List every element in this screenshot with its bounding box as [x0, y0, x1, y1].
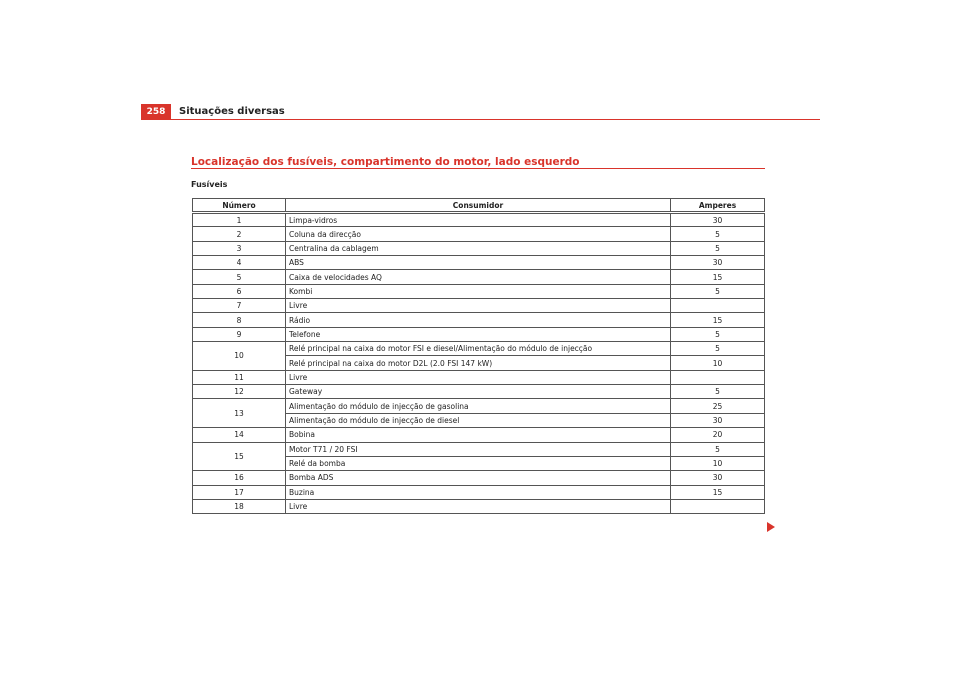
page-header: [141, 104, 820, 120]
fuse-amperes: 5: [671, 241, 765, 255]
fuse-consumer: Kombi: [286, 284, 671, 298]
fuse-amperes: 5: [671, 342, 765, 356]
fuse-number: 14: [193, 428, 286, 442]
fuse-amperes: 5: [671, 442, 765, 456]
table-row: [193, 485, 765, 499]
fuse-consumer: Alimentação do módulo de injecção de diesel: [286, 413, 671, 427]
table-row: [193, 471, 765, 485]
fuse-amperes: 10: [671, 356, 765, 370]
table-row: [193, 284, 765, 298]
fuse-number: 7: [193, 299, 286, 313]
fuse-number: 5: [193, 270, 286, 284]
fuse-number: 3: [193, 241, 286, 255]
triangle-right-icon[interactable]: [767, 522, 775, 532]
fuse-number: 2: [193, 227, 286, 241]
fuse-amperes: 30: [671, 471, 765, 485]
fuse-consumer: Buzina: [286, 485, 671, 499]
fuse-consumer: Bobina: [286, 428, 671, 442]
fuse-number: 1: [193, 213, 286, 227]
fuse-number: 15: [193, 442, 286, 471]
table-row: [193, 227, 765, 241]
fuse-number: 16: [193, 471, 286, 485]
fuse-amperes: 30: [671, 413, 765, 427]
fuse-consumer: Relé principal na caixa do motor FSI e diesel/Alimentação do módulo de injecção: [286, 342, 671, 356]
fuse-consumer: Livre: [286, 370, 671, 384]
fuse-amperes: 5: [671, 227, 765, 241]
fuse-amperes: 15: [671, 270, 765, 284]
table-row: [193, 213, 765, 227]
fuse-number: 12: [193, 385, 286, 399]
fuse-number: 4: [193, 256, 286, 270]
fuse-amperes: [671, 299, 765, 313]
table-row: [193, 327, 765, 341]
fuse-number: 8: [193, 313, 286, 327]
fuse-consumer: Motor T71 / 20 FSI: [286, 442, 671, 456]
column-header-consumidor: Consumidor: [286, 199, 671, 213]
fuse-consumer: Rádio: [286, 313, 671, 327]
fuse-consumer: Gateway: [286, 385, 671, 399]
fuse-amperes: 5: [671, 327, 765, 341]
section-title: Localização dos fusíveis, compartimento do motor, lado esquerdo: [191, 156, 580, 168]
fuse-consumer: Relé da bomba: [286, 456, 671, 470]
section-divider: [191, 168, 765, 169]
table-row: [193, 499, 765, 513]
table-row: [193, 241, 765, 255]
table-row: [193, 399, 765, 413]
fuse-consumer: Livre: [286, 299, 671, 313]
fuse-amperes: 30: [671, 213, 765, 227]
fuse-table: [192, 198, 765, 514]
fuse-consumer: Coluna da direcção: [286, 227, 671, 241]
fuse-consumer: ABS: [286, 256, 671, 270]
page-number: 258: [141, 104, 171, 120]
table-row: [193, 299, 765, 313]
fuse-number: 6: [193, 284, 286, 298]
fuse-number: 18: [193, 499, 286, 513]
table-row: [193, 313, 765, 327]
fuse-amperes: 5: [671, 385, 765, 399]
table-row: [193, 385, 765, 399]
fuse-amperes: 15: [671, 485, 765, 499]
fuse-consumer: Limpa-vidros: [286, 213, 671, 227]
fuse-number: 13: [193, 399, 286, 428]
fuse-table-body: [193, 213, 765, 514]
table-header-row: [193, 199, 765, 213]
fuse-consumer: Caixa de velocidades AQ: [286, 270, 671, 284]
fuse-consumer: Relé principal na caixa do motor D2L (2.0 FSI 147 kW): [286, 356, 671, 370]
column-header-amperes: Amperes: [671, 199, 765, 213]
table-row: [193, 370, 765, 384]
fuse-amperes: 10: [671, 456, 765, 470]
table-row: [193, 442, 765, 456]
header-divider: [141, 119, 820, 120]
column-header-numero: Número: [193, 199, 286, 213]
table-subtitle: Fusíveis: [191, 180, 228, 189]
fuse-consumer: Livre: [286, 499, 671, 513]
fuse-amperes: [671, 370, 765, 384]
table-row: [193, 428, 765, 442]
fuse-number: 10: [193, 342, 286, 371]
fuse-amperes: 20: [671, 428, 765, 442]
table-row: [193, 342, 765, 356]
fuse-consumer: Bomba ADS: [286, 471, 671, 485]
fuse-consumer: Centralina da cablagem: [286, 241, 671, 255]
table-row: [193, 256, 765, 270]
fuse-number: 11: [193, 370, 286, 384]
table-row: [193, 270, 765, 284]
fuse-consumer: Alimentação do módulo de injecção de gasolina: [286, 399, 671, 413]
header-title: Situações diversas: [179, 106, 285, 117]
fuse-amperes: 25: [671, 399, 765, 413]
fuse-amperes: 5: [671, 284, 765, 298]
fuse-consumer: Telefone: [286, 327, 671, 341]
fuse-amperes: [671, 499, 765, 513]
fuse-amperes: 15: [671, 313, 765, 327]
fuse-number: 9: [193, 327, 286, 341]
fuse-number: 17: [193, 485, 286, 499]
fuse-amperes: 30: [671, 256, 765, 270]
